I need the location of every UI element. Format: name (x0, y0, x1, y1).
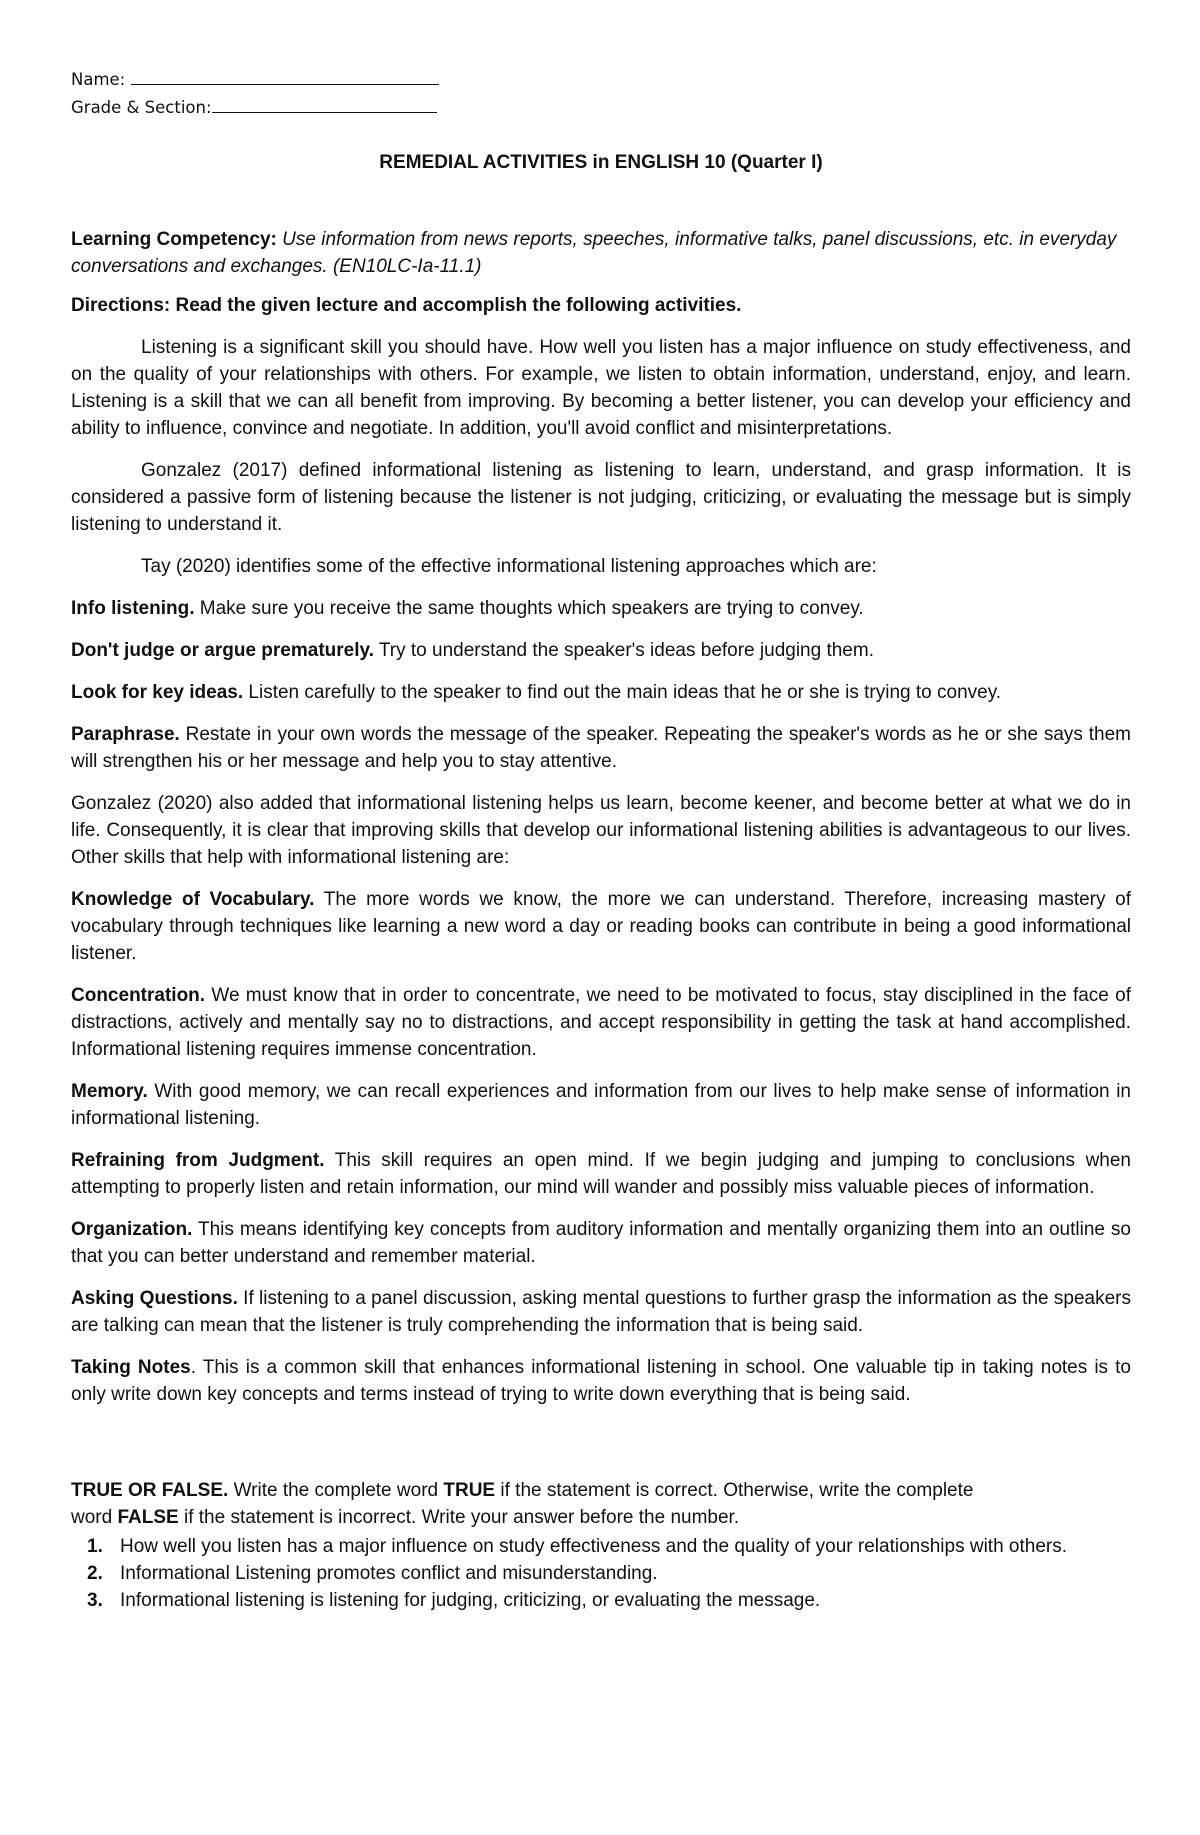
skill-term: Refraining from Judgment. (71, 1150, 325, 1171)
worksheet-page (71, 66, 1131, 1614)
skill-term: Memory. (71, 1081, 148, 1102)
skill-text: We must know that in order to concentrate, we need to be motivated to focus, stay disciplined in the face of distractions, actively and mentally say no to distractions, and accept responsibility in getting the task at hand accomplished. Informational listening requires immense concentration. (71, 985, 1131, 1060)
name-blank[interactable] (131, 67, 439, 85)
instruction-text: Write the complete word (228, 1480, 444, 1501)
question-list (71, 1533, 1131, 1614)
skill-vocabulary (71, 886, 1131, 967)
approach-key-ideas (71, 679, 1131, 706)
question-number: 2. (87, 1563, 103, 1584)
approach-text: Try to understand the speaker's ideas before judging them. (373, 640, 874, 661)
true-false-instructions (71, 1477, 1131, 1531)
skill-asking-questions (71, 1285, 1131, 1339)
approach-term: Don't judge or argue prematurely. (71, 640, 374, 661)
question-item (71, 1587, 1131, 1614)
skill-memory (71, 1078, 1131, 1132)
skill-refraining-judgment (71, 1147, 1131, 1201)
skill-text: If listening to a panel discussion, asking mental questions to further grasp the information as the speakers are talking can mean that the listener is truly comprehending the information that is being said. (71, 1288, 1131, 1336)
approach-text: Listen carefully to the speaker to find out the main ideas that he or she is trying to convey. (243, 682, 1002, 703)
directions: Directions: Read the given lecture and accomplish the following activities. (71, 295, 742, 316)
lecture-paragraph-3: Tay (2020) identifies some of the effective informational listening approaches which are: (141, 556, 877, 577)
competency-text: Use information from news reports, speeches, informative talks, panel discussions, etc. in everyday conversations and exchanges. (EN10LC-Ia-11.1) (71, 229, 1117, 277)
approach-term: Look for key ideas. (71, 682, 244, 703)
approach-dont-judge (71, 637, 1131, 664)
skill-term: Taking Notes (71, 1357, 191, 1378)
skill-term: Asking Questions. (71, 1288, 238, 1309)
word-true: TRUE (443, 1480, 496, 1501)
skill-term: Knowledge of Vocabulary. (71, 889, 315, 910)
skill-taking-notes (71, 1354, 1131, 1408)
skill-concentration (71, 982, 1131, 1063)
approach-text: Restate in your own words the message of the speaker. Repeating the speaker's words as he or she says them will strengthen his or her message and help you to stay attentive. (71, 724, 1131, 772)
question-item (71, 1560, 1131, 1587)
activity-label: TRUE OR FALSE. (71, 1480, 229, 1501)
skill-term: Organization. (71, 1219, 193, 1240)
skill-term: Concentration. (71, 985, 206, 1006)
approach-info-listening (71, 595, 1131, 622)
question-item (71, 1533, 1131, 1560)
question-number: 1. (87, 1536, 103, 1557)
competency-label: Learning Competency: (71, 229, 277, 250)
grade-section-line (71, 94, 1131, 122)
page-title: REMEDIAL ACTIVITIES in ENGLISH 10 (Quarter I) (379, 152, 823, 173)
grade-section-blank[interactable] (212, 95, 437, 113)
approach-text: Make sure you receive the same thoughts which speakers are trying to convey. (194, 598, 864, 619)
skill-text: The more words we know, the more we can understand. Therefore, increasing mastery of vocabulary through techniques like learning a new word a day or reading books can contribute in being a good informational listener. (71, 889, 1131, 964)
question-number: 3. (87, 1590, 103, 1611)
lecture-paragraph-1: Listening is a significant skill you should have. How well you listen has a major influence on study effectiveness, and on the quality of your relationships with others. For example, we listen to obtain information, understand, enjoy, and learn. Listening is a skill that we can all benefit from improving. By becoming a better listener, you can develop your efficiency and ability to influence, convince and negotiate. In addition, you'll avoid conflict and misinterpretations. (71, 337, 1131, 439)
grade-section-label: Grade & Section: (71, 98, 212, 117)
word-false: FALSE (117, 1507, 179, 1528)
question-text: Informational Listening promotes conflict and misunderstanding. (120, 1563, 658, 1584)
instruction-text: if the statement is incorrect. Write your answer before the number. (178, 1507, 740, 1528)
skill-organization (71, 1216, 1131, 1270)
lecture-paragraph-4: Gonzalez (2020) also added that informational listening helps us learn, become keener, and become better at what we do in life. Consequently, it is clear that improving skills that develop our informational listening abilities is advantageous to our lives. Other skills that help with informational listening are: (71, 793, 1131, 868)
learning-competency (71, 226, 1131, 280)
instruction-text: if the statement is correct. Otherwise, write the complete word (71, 1480, 974, 1528)
question-text: How well you listen has a major influence on study effectiveness and the quality of your relationships with others. (120, 1536, 1067, 1557)
name-label: Name: (71, 70, 126, 89)
lecture-paragraph-2: Gonzalez (2017) defined informational listening as listening to learn, understand, and grasp information. It is considered a passive form of listening because the listener is not judging, criticizing, or evaluating the message but is simply listening to understand it. (71, 460, 1131, 535)
question-text: Informational listening is listening for judging, criticizing, or evaluating the message. (120, 1590, 821, 1611)
approach-term: Info listening. (71, 598, 195, 619)
skill-text: With good memory, we can recall experiences and information from our lives to help make sense of information in informational listening. (71, 1081, 1131, 1129)
skill-text: This means identifying key concepts from auditory information and mentally organizing them into an outline so that you can better understand and remember material. (71, 1219, 1131, 1267)
skill-text: This skill requires an open mind. If we begin judging and jumping to conclusions when attempting to properly listen and retain information, our mind will wander and possibly miss valuable pieces of information. (71, 1150, 1131, 1198)
skill-text: . This is a common skill that enhances informational listening in school. One valuable tip in taking notes is to only write down key concepts and terms instead of trying to write down everything that is being said. (71, 1357, 1131, 1405)
name-line (71, 66, 1131, 94)
approach-paraphrase (71, 721, 1131, 775)
approach-term: Paraphrase. (71, 724, 180, 745)
